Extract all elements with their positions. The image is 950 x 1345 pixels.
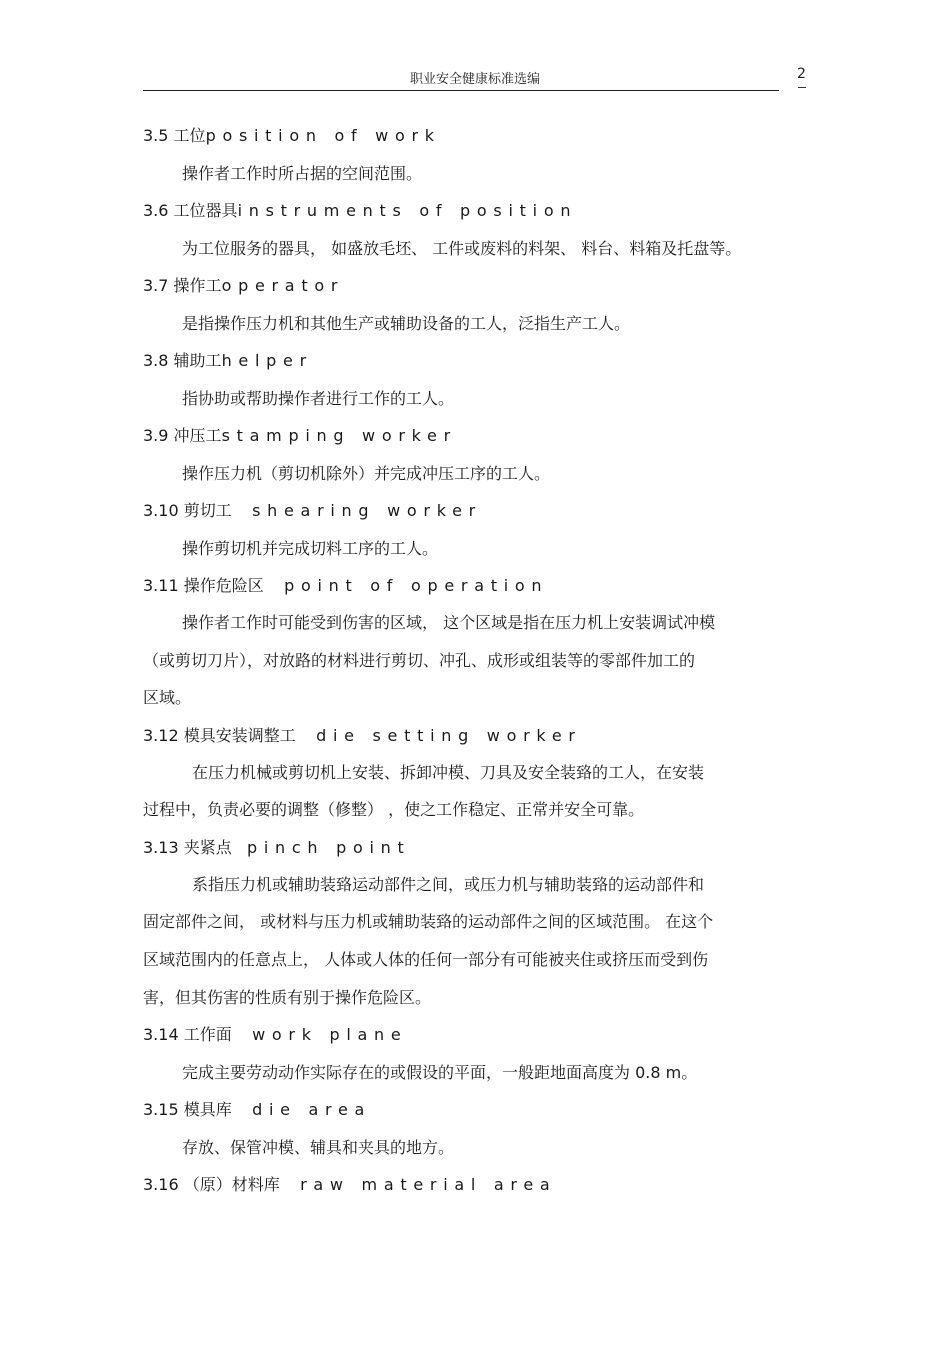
term-chinese: 工作面 [183,1025,232,1044]
definition-line: 区域范围内的任意点上， 人体或人体的任何一部分有可能被夹住或挤压而受到伤 [143,950,709,969]
term-english: pinch point [247,838,411,857]
term-heading-3-12 [143,726,582,746]
definition-line: 操作剪切机并完成切料工序的工人。 [182,539,439,558]
term-heading-3-13 [143,838,411,858]
term-number: 3.14 [143,1025,179,1044]
definition-line: 指协助或帮助操作者进行工作的工人。 [182,389,455,408]
term-english: die setting worker [316,726,582,745]
definition-line: 系指压力机或辅助装臵运动部件之间，或压力机与辅助装臵的运动部件和 [192,875,705,894]
term-chinese: 冲压工 [173,426,222,445]
term-english: point of operation [284,576,549,595]
term-chinese: 操作工 [173,276,222,295]
term-number: 3.9 [143,426,169,445]
term-chinese: （原）材料库 [183,1175,280,1194]
definition-line: 害，但其伤害的性质有别于操作危险区。 [143,988,432,1007]
term-english: work plane [252,1025,408,1044]
term-chinese: 辅助工 [173,351,222,370]
page-number: 2 [797,66,806,82]
running-header-title: 职业安全健康标准选编 [409,72,540,87]
term-heading-3-6 [143,201,577,221]
term-number: 3.12 [143,726,179,745]
definition-line: 为工位服务的器具， 如盛放毛坯、 工件或废料的料架、 料台、料箱及托盘等。 [182,239,742,258]
term-english: helper [221,351,313,370]
definition-line: 过程中，负责必要的调整（修整） ，使之工作稳定、正常并安全可靠。 [143,800,645,819]
term-number: 3.6 [143,201,169,220]
definition-line: 操作压力机（剪切机除外）并完成冲压工序的工人。 [182,464,551,483]
definition-line: 区域。 [143,688,192,707]
term-number: 3.11 [143,576,179,595]
definition-line: 存放、保管冲模、辅具和夹具的地方。 [182,1138,455,1157]
term-number: 3.13 [143,838,179,857]
term-chinese: 模具库 [183,1100,232,1119]
term-english: instruments of position [237,201,578,220]
term-heading-3-8 [143,351,313,371]
term-number: 3.16 [143,1175,179,1194]
term-number: 3.7 [143,276,169,295]
definition-line: 固定部件之间， 或材料与压力机或辅助装臵的运动部件之间的区域范围。 在这个 [143,912,714,931]
term-number: 3.10 [143,501,179,520]
term-number: 3.5 [143,126,169,145]
term-chinese: 模具安装调整工 [183,726,296,745]
term-number: 3.15 [143,1100,179,1119]
term-english: shearing worker [252,501,482,520]
term-heading-3-14 [143,1025,407,1045]
term-chinese: 操作危险区 [183,576,264,595]
term-chinese: 剪切工 [183,501,232,520]
definition-line: 操作者工作时所占据的空间范围。 [182,164,423,183]
term-english: stamping worker [221,426,457,445]
term-english: position of work [205,126,441,145]
term-heading-3-15 [143,1100,371,1120]
term-english: die area [252,1100,372,1119]
term-number: 3.8 [143,351,169,370]
definition-line: 在压力机械或剪切机上安装、拆卸冲模、刀具及安全装臵的工人，在安装 [192,763,705,782]
term-heading-3-9 [143,426,457,446]
term-chinese: 工位 [173,126,206,145]
term-english: operator [221,276,345,295]
definition-line: 是指操作压力机和其他生产或辅助设备的工人，泛指生产工人。 [182,314,631,333]
term-chinese: 夹紧点 [183,838,232,857]
header-rule [143,90,779,91]
term-heading-3-5 [143,126,441,146]
term-heading-3-16 [143,1175,556,1195]
definition-line: 完成主要劳动动作实际存在的或假设的平面，一般距地面高度为 0.8 m。 [182,1063,698,1082]
definition-line: 操作者工作时可能受到伤害的区域， 这个区域是指在压力机上安装调试冲模 [182,613,716,632]
term-heading-3-7 [143,276,344,296]
term-english: raw material area [300,1175,557,1194]
term-heading-3-11 [143,576,548,596]
definition-line: （或剪切刀片），对放路的材料进行剪切、冲孔、成形或组装等的零部件加工的 [143,651,696,670]
page-number-underline [798,87,806,88]
term-chinese: 工位器具 [173,201,238,220]
term-heading-3-10 [143,501,482,521]
